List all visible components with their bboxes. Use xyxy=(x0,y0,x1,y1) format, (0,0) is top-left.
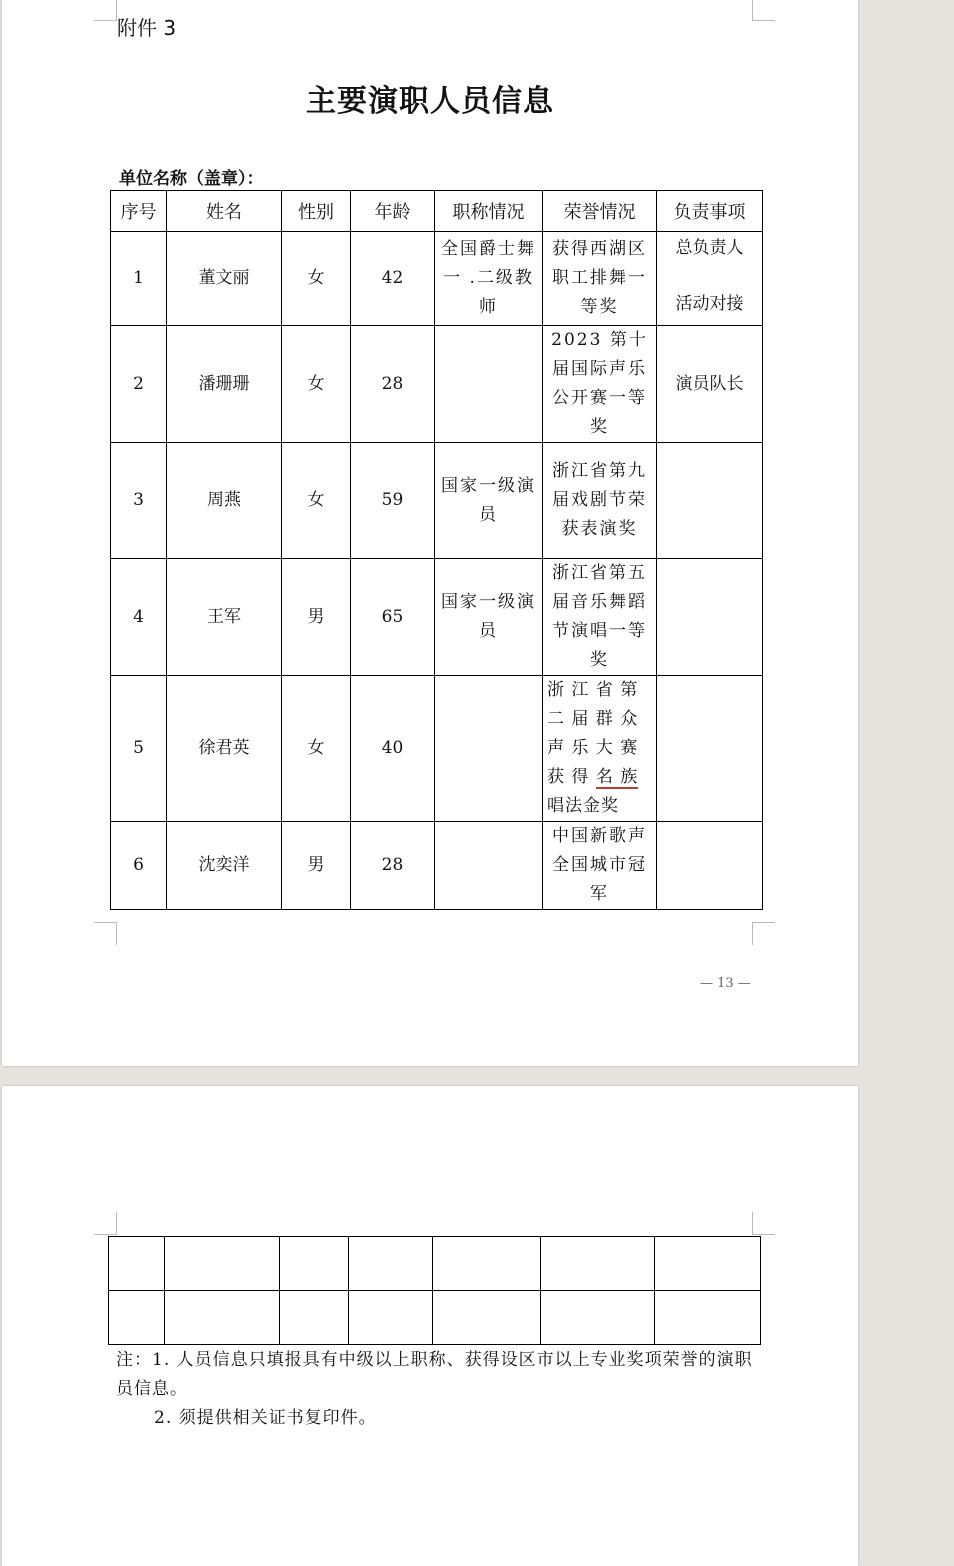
table-row xyxy=(111,326,763,443)
name-cell: 王军 xyxy=(167,559,282,676)
document-page-1 xyxy=(2,0,858,1066)
empty-table-row xyxy=(109,1291,761,1345)
note-line-2: 2. 须提供相关证书复印件。 xyxy=(154,1408,377,1428)
honor-cell xyxy=(543,822,657,910)
age-cell: 28 xyxy=(351,326,435,443)
honor-text: 2023 第十届国际声乐公开赛一等奖 xyxy=(551,330,648,437)
unit-label: 单位名称（盖章）： xyxy=(119,169,264,189)
page-title: 主要演职人员信息 xyxy=(306,84,554,119)
duty-cell xyxy=(657,232,763,326)
header-cell: 职称情况 xyxy=(435,191,543,232)
empty-cell xyxy=(433,1237,541,1291)
empty-cell xyxy=(433,1291,541,1345)
empty-cell xyxy=(280,1237,349,1291)
age-cell: 40 xyxy=(351,676,435,822)
margin-marker xyxy=(752,922,775,945)
margin-marker xyxy=(752,0,775,21)
title-cell xyxy=(435,822,543,910)
margin-marker xyxy=(94,922,117,945)
honor-text: 获得西湖区职工排舞一等奖 xyxy=(552,239,647,317)
empty-table-row xyxy=(109,1237,761,1291)
table-row xyxy=(111,559,763,676)
title-cell xyxy=(435,559,543,676)
staff-table xyxy=(110,190,763,910)
duty-text: 演员队长 xyxy=(675,373,744,394)
margin-marker xyxy=(94,0,117,21)
table-row xyxy=(111,232,763,326)
header-cell: 序号 xyxy=(111,191,167,232)
age-cell: 28 xyxy=(351,822,435,910)
duty-cell xyxy=(657,559,763,676)
empty-cell xyxy=(349,1291,433,1345)
title-cell xyxy=(435,326,543,443)
empty-cell xyxy=(349,1237,433,1291)
margin-marker xyxy=(94,1212,117,1235)
empty-cell xyxy=(541,1291,655,1345)
empty-cell xyxy=(655,1291,761,1345)
continued-table xyxy=(108,1236,761,1345)
header-cell: 性别 xyxy=(282,191,351,232)
title-cell xyxy=(435,443,543,559)
honor-text: 浙江省第五届音乐舞蹈节演唱一等奖 xyxy=(552,563,647,670)
gender-cell: 女 xyxy=(282,676,351,822)
honor-cell xyxy=(543,232,657,326)
header-cell: 荣誉情况 xyxy=(543,191,657,232)
duty-cell xyxy=(657,676,763,822)
row-number: 5 xyxy=(111,676,167,822)
honor-cell xyxy=(543,559,657,676)
name-cell: 沈奕洋 xyxy=(167,822,282,910)
duty-cell xyxy=(657,326,763,443)
name-cell: 周燕 xyxy=(167,443,282,559)
header-cell: 年龄 xyxy=(351,191,435,232)
age-cell: 42 xyxy=(351,232,435,326)
gender-cell: 女 xyxy=(282,326,351,443)
title-text: 全国爵士舞一 .二级教师 xyxy=(441,239,536,317)
empty-cell xyxy=(655,1237,761,1291)
honor-cell xyxy=(543,326,657,443)
gender-cell: 男 xyxy=(282,559,351,676)
title-cell xyxy=(435,232,543,326)
duty-cell xyxy=(657,443,763,559)
duty-text: 总负责人 xyxy=(675,238,744,258)
notes xyxy=(116,1346,756,1433)
name-cell: 潘珊珊 xyxy=(167,326,282,443)
honor-text-part: 浙 江 省 第 二 届 群 众 声 乐 大 赛 获 得 xyxy=(547,680,639,787)
gender-cell: 女 xyxy=(282,443,351,559)
title-cell xyxy=(435,676,543,822)
row-number: 6 xyxy=(111,822,167,910)
empty-cell xyxy=(280,1291,349,1345)
honor-cell xyxy=(543,443,657,559)
empty-cell xyxy=(109,1237,165,1291)
empty-cell xyxy=(109,1291,165,1345)
header-cell: 姓名 xyxy=(167,191,282,232)
age-cell: 59 xyxy=(351,443,435,559)
gender-cell: 男 xyxy=(282,822,351,910)
honor-text: 浙江省第九届戏剧节荣获表演奖 xyxy=(552,461,647,539)
page-number: — 13 — xyxy=(700,976,751,991)
empty-cell xyxy=(165,1291,280,1345)
honor-text-part: 唱法金奖 xyxy=(547,796,619,816)
honor-text xyxy=(543,676,656,821)
attachment-label: 附件 3 xyxy=(117,16,177,40)
duty-cell xyxy=(657,822,763,910)
header-cell: 负责事项 xyxy=(657,191,763,232)
note-line-1: 注：1. 人员信息只填报具有中级以上职称、获得设区市以上专业奖项荣誉的演职员信息。 xyxy=(116,1350,753,1399)
row-number: 2 xyxy=(111,326,167,443)
table-row xyxy=(111,676,763,822)
table-header-row xyxy=(111,191,763,232)
honor-cell xyxy=(543,676,657,822)
duty-text: 活动对接 xyxy=(675,294,744,314)
title-text: 国家一级演员 xyxy=(441,592,536,641)
row-number: 1 xyxy=(111,232,167,326)
title-text: 国家一级演员 xyxy=(441,475,536,525)
spell-error-underline: 名 族 xyxy=(595,767,639,787)
name-cell: 董文丽 xyxy=(167,232,282,326)
empty-cell xyxy=(541,1237,655,1291)
gender-cell: 女 xyxy=(282,232,351,326)
table-row xyxy=(111,443,763,559)
honor-text: 中国新歌声全国城市冠军 xyxy=(552,826,647,904)
margin-marker xyxy=(752,1212,775,1235)
name-cell: 徐君英 xyxy=(167,676,282,822)
row-number: 4 xyxy=(111,559,167,676)
table-row xyxy=(111,822,763,910)
row-number: 3 xyxy=(111,443,167,559)
age-cell: 65 xyxy=(351,559,435,676)
empty-cell xyxy=(165,1237,280,1291)
